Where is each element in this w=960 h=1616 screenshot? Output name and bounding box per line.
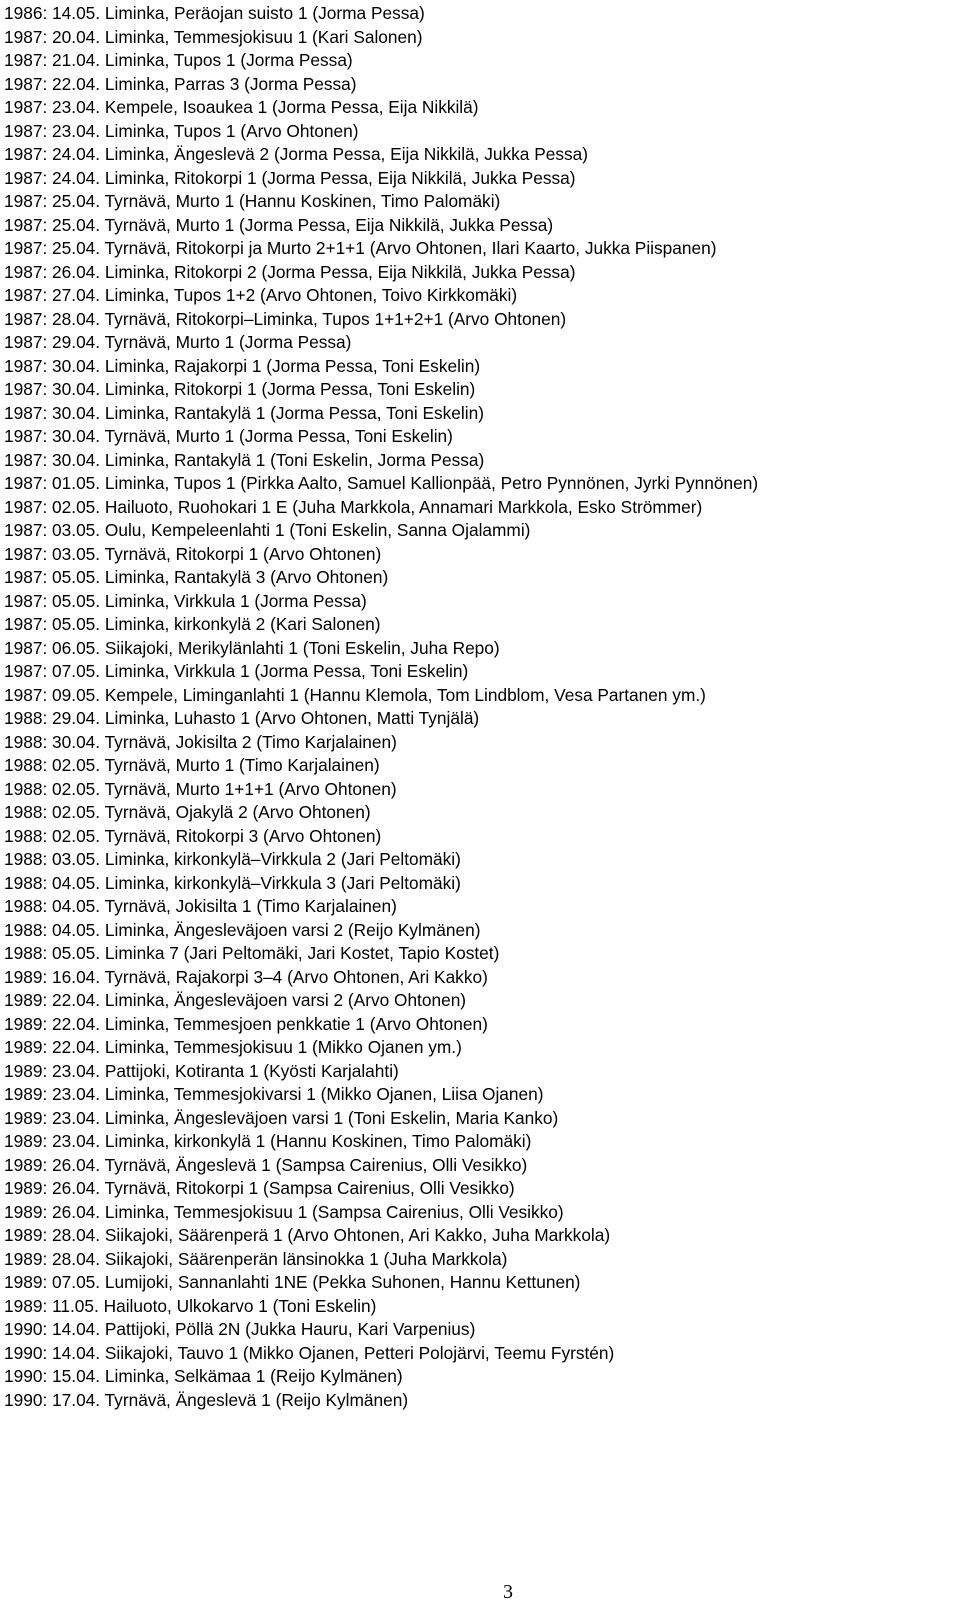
observation-entry: 1989: 23.04. Liminka, Ängesleväjoen varsi 1 (Toni Eskelin, Maria Kanko) [4,1107,559,1128]
observation-entry: 1988: 04.05. Tyrnävä, Jokisilta 1 (Timo Karjalainen) [4,896,397,916]
observation-entry: 1987: 09.05. Kempele, Liminganlahti 1 (Hannu Klemola, Tom Lindblom, Vesa Partanen ym.) [4,684,706,705]
observation-entry: 1988: 29.04. Liminka, Luhasto 1 (Arvo Ohtonen, Matti Tynjälä) [4,708,480,728]
observation-entry: 1987: 21.04. Liminka, Tupos 1 (Jorma Pessa) [4,50,353,70]
observation-entry: 1987: 02.05. Hailuoto, Ruohokari 1 E (Juha Markkola, Annamari Markkola, Esko Strömmer) [4,496,703,517]
observation-entry: 1989: 28.04. Siikajoki, Säärenperä 1 (Arvo Ohtonen, Ari Kakko, Juha Markkola) [4,1225,611,1245]
observation-entry: 1990: 14.04. Siikajoki, Tauvo 1 (Mikko Ojanen, Petteri Polojärvi, Teemu Fyrstén) [4,1342,615,1363]
page-number: 3 [503,1581,513,1603]
observation-entry: 1987: 03.05. Oulu, Kempeleenlahti 1 (Toni Eskelin, Sanna Ojalammi) [4,520,531,540]
observation-entry: 1987: 20.04. Liminka, Temmesjokisuu 1 (Kari Salonen) [4,26,423,47]
observation-entry: 1987: 03.05. Tyrnävä, Ritokorpi 1 (Arvo Ohtonen) [4,543,382,564]
observation-entry: 1989: 28.04. Siikajoki, Säärenperän länsinokka 1 (Juha Markkola) [4,1248,508,1269]
observation-entry: 1989: 23.04. Liminka, Temmesjokivarsi 1 (Mikko Ojanen, Liisa Ojanen) [4,1084,544,1104]
observation-entry: 1988: 04.05. Liminka, kirkonkylä–Virkkula 3 (Jari Peltomäki) [4,872,461,893]
observation-entry: 1988: 02.05. Tyrnävä, Ritokorpi 3 (Arvo Ohtonen) [4,825,382,846]
observation-entry: 1987: 28.04. Tyrnävä, Ritokorpi–Liminka, Tupos 1+1+2+1 (Arvo Ohtonen) [4,308,567,329]
observation-entry: 1987: 23.04. Liminka, Tupos 1 (Arvo Ohtonen) [4,120,359,141]
observation-entry: 1988: 02.05. Tyrnävä, Murto 1 (Timo Karjalainen) [4,755,380,775]
observation-entry: 1987: 01.05. Liminka, Tupos 1 (Pirkka Aalto, Samuel Kallionpää, Petro Pynnönen, Jyrki Pynnönen) [4,473,759,493]
observation-entry: 1987: 23.04. Kempele, Isoaukea 1 (Jorma Pessa, Eija Nikkilä) [4,97,479,117]
observation-entry: 1989: 22.04. Liminka, Ängesleväjoen varsi 2 (Arvo Ohtonen) [4,990,467,1010]
observation-entry: 1987: 07.05. Liminka, Virkkula 1 (Jorma Pessa, Toni Eskelin) [4,661,469,681]
observation-entry: 1987: 05.05. Liminka, Virkkula 1 (Jorma Pessa) [4,590,367,611]
observation-entry: 1989: 22.04. Liminka, Temmesjoen penkkatie 1 (Arvo Ohtonen) [4,1013,488,1034]
observation-entry: 1987: 06.05. Siikajoki, Merikylänlahti 1 (Toni Eskelin, Juha Repo) [4,637,500,658]
observation-entry: 1987: 05.05. Liminka, kirkonkylä 2 (Kari Salonen) [4,614,381,634]
observation-entry: 1987: 26.04. Liminka, Ritokorpi 2 (Jorma Pessa, Eija Nikkilä, Jukka Pessa) [4,261,576,282]
observation-entry: 1988: 02.05. Tyrnävä, Murto 1+1+1 (Arvo Ohtonen) [4,778,397,799]
observation-entry: 1987: 22.04. Liminka, Parras 3 (Jorma Pessa) [4,73,357,94]
observation-list [4,2,954,1412]
observation-entry: 1989: 16.04. Tyrnävä, Rajakorpi 3–4 (Arvo Ohtonen, Ari Kakko) [4,966,488,987]
observation-entry: 1987: 24.04. Liminka, Ängeslevä 2 (Jorma Pessa, Eija Nikkilä, Jukka Pessa) [4,144,589,164]
observation-entry: 1986: 14.05. Liminka, Peräojan suisto 1 (Jorma Pessa) [4,3,425,23]
observation-entry: 1990: 15.04. Liminka, Selkämaa 1 (Reijo Kylmänen) [4,1366,403,1386]
observation-entry: 1988: 04.05. Liminka, Ängesleväjoen varsi 2 (Reijo Kylmänen) [4,919,481,940]
observation-entry: 1987: 30.04. Liminka, Ritokorpi 1 (Jorma Pessa, Toni Eskelin) [4,379,476,399]
observation-entry: 1989: 07.05. Lumijoki, Sannanlahti 1NE (Pekka Suhonen, Hannu Kettunen) [4,1272,581,1292]
observation-entry: 1988: 02.05. Tyrnävä, Ojakylä 2 (Arvo Ohtonen) [4,802,371,822]
observation-entry: 1987: 25.04. Tyrnävä, Murto 1 (Jorma Pessa, Eija Nikkilä, Jukka Pessa) [4,214,554,235]
observation-entry: 1988: 05.05. Liminka 7 (Jari Peltomäki, Jari Kostet, Tapio Kostet) [4,943,500,963]
observation-entry: 1988: 03.05. Liminka, kirkonkylä–Virkkula 2 (Jari Peltomäki) [4,849,461,869]
observation-entry: 1987: 30.04. Liminka, Rajakorpi 1 (Jorma Pessa, Toni Eskelin) [4,355,481,376]
observation-entry: 1987: 05.05. Liminka, Rantakylä 3 (Arvo Ohtonen) [4,567,389,587]
observation-entry: 1987: 27.04. Liminka, Tupos 1+2 (Arvo Ohtonen, Toivo Kirkkomäki) [4,285,518,305]
observation-entry: 1987: 30.04. Tyrnävä, Murto 1 (Jorma Pessa, Toni Eskelin) [4,426,453,446]
observation-entry: 1987: 29.04. Tyrnävä, Murto 1 (Jorma Pessa) [4,332,352,352]
observation-entry: 1988: 30.04. Tyrnävä, Jokisilta 2 (Timo Karjalainen) [4,731,397,752]
observation-entry: 1989: 26.04. Tyrnävä, Ängeslevä 1 (Sampsa Cairenius, Olli Vesikko) [4,1154,528,1175]
observation-entry: 1987: 24.04. Liminka, Ritokorpi 1 (Jorma Pessa, Eija Nikkilä, Jukka Pessa) [4,167,576,188]
observation-entry: 1990: 14.04. Pattijoki, Pöllä 2N (Jukka Hauru, Kari Varpenius) [4,1319,476,1339]
observation-entry: 1990: 17.04. Tyrnävä, Ängeslevä 1 (Reijo Kylmänen) [4,1389,409,1410]
observation-entry: 1987: 25.04. Tyrnävä, Murto 1 (Hannu Koskinen, Timo Palomäki) [4,191,501,211]
observation-entry: 1989: 23.04. Liminka, kirkonkylä 1 (Hannu Koskinen, Timo Palomäki) [4,1131,532,1151]
observation-entry: 1989: 11.05. Hailuoto, Ulkokarvo 1 (Toni Eskelin) [4,1295,377,1316]
observation-entry: 1987: 30.04. Liminka, Rantakylä 1 (Jorma Pessa, Toni Eskelin) [4,402,484,423]
observation-entry: 1987: 30.04. Liminka, Rantakylä 1 (Toni Eskelin, Jorma Pessa) [4,449,485,470]
observation-entry: 1987: 25.04. Tyrnävä, Ritokorpi ja Murto 2+1+1 (Arvo Ohtonen, Ilari Kaarto, Jukka Piispanen) [4,238,717,258]
observation-entry: 1989: 26.04. Liminka, Temmesjokisuu 1 (Sampsa Cairenius, Olli Vesikko) [4,1201,564,1222]
observation-entry: 1989: 22.04. Liminka, Temmesjokisuu 1 (Mikko Ojanen ym.) [4,1037,462,1057]
observation-entry: 1989: 23.04. Pattijoki, Kotiranta 1 (Kyösti Karjalahti) [4,1060,399,1081]
observation-entry: 1989: 26.04. Tyrnävä, Ritokorpi 1 (Sampsa Cairenius, Olli Vesikko) [4,1178,515,1198]
